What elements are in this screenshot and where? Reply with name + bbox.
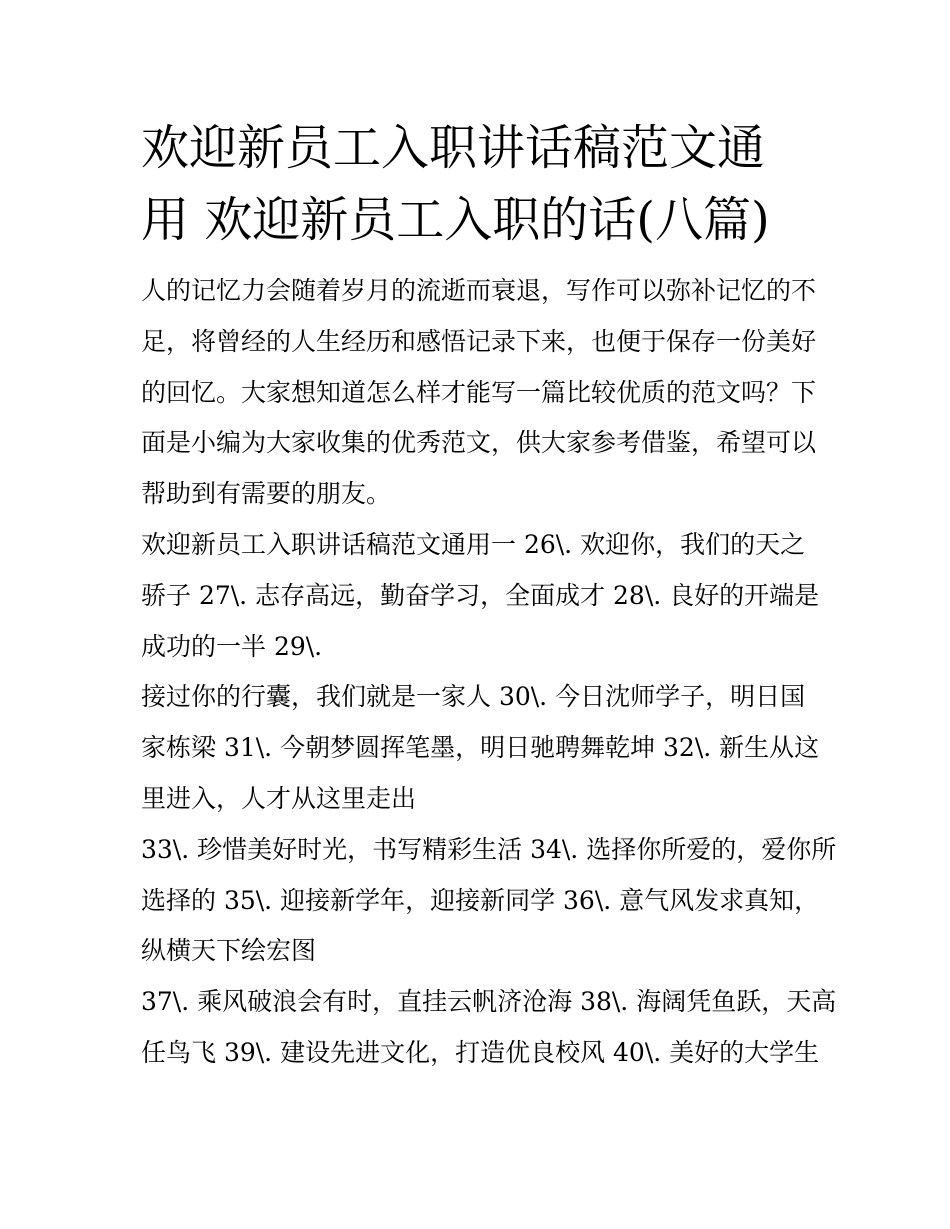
body-line: 家栋梁 31\. 今朝梦圆挥笔墨，明日驰聘舞乾坤 32\. 新生从这 xyxy=(141,733,820,763)
body-line: 足，将曾经的人生经历和感悟记录下来，也便于保存一份美好 xyxy=(141,326,817,356)
body-line: 人的记忆力会随着岁月的流逝而衰退，写作可以弥补记忆的不 xyxy=(141,276,817,305)
body-line: 选择的 35\. 迎接新学年，迎接新同学 36\. 意气风发求真知， xyxy=(141,885,820,915)
body-line: 帮助到有需要的朋友。 xyxy=(141,479,392,509)
body-line: 纵横天下绘宏图 xyxy=(141,936,317,966)
document-page xyxy=(141,112,837,1079)
body-line: 成功的一半 29\. xyxy=(141,631,323,661)
body-line: 33\. 珍惜美好时光，书写精彩生活 34\. 选择你所爱的，爱你所 xyxy=(141,834,837,864)
body-line: 37\. 乘风破浪会有时，直挂云帆济沧海 38\. 海阔凭鱼跃，天高 xyxy=(141,987,837,1017)
document-body xyxy=(141,266,837,1079)
document-title xyxy=(141,112,816,256)
body-line: 任鸟飞 39\. 建设先进文化，打造优良校风 40\. 美好的大学生 xyxy=(141,1037,820,1067)
body-line: 的回忆。大家想知道怎么样才能写一篇比较优质的范文吗？下 xyxy=(141,377,817,407)
body-line: 里进入，人才从这里走出 xyxy=(141,783,417,813)
body-line: 骄子 27\. 志存高远，勤奋学习，全面成才 28\. 良好的开端是 xyxy=(141,580,820,610)
title-line: 欢迎新员工入职讲话稿范文通 xyxy=(141,120,766,176)
title-line: 用 欢迎新员工入职的话(八篇) xyxy=(141,192,770,248)
body-line: 面是小编为大家收集的优秀范文，供大家参考借鉴，希望可以 xyxy=(141,428,817,458)
body-line: 接过你的行囊，我们就是一家人 30\. 今日沈师学子，明日国 xyxy=(141,682,806,712)
body-line: 欢迎新员工入职讲话稿范文通用一 26\. 欢迎你，我们的天之 xyxy=(141,529,806,559)
